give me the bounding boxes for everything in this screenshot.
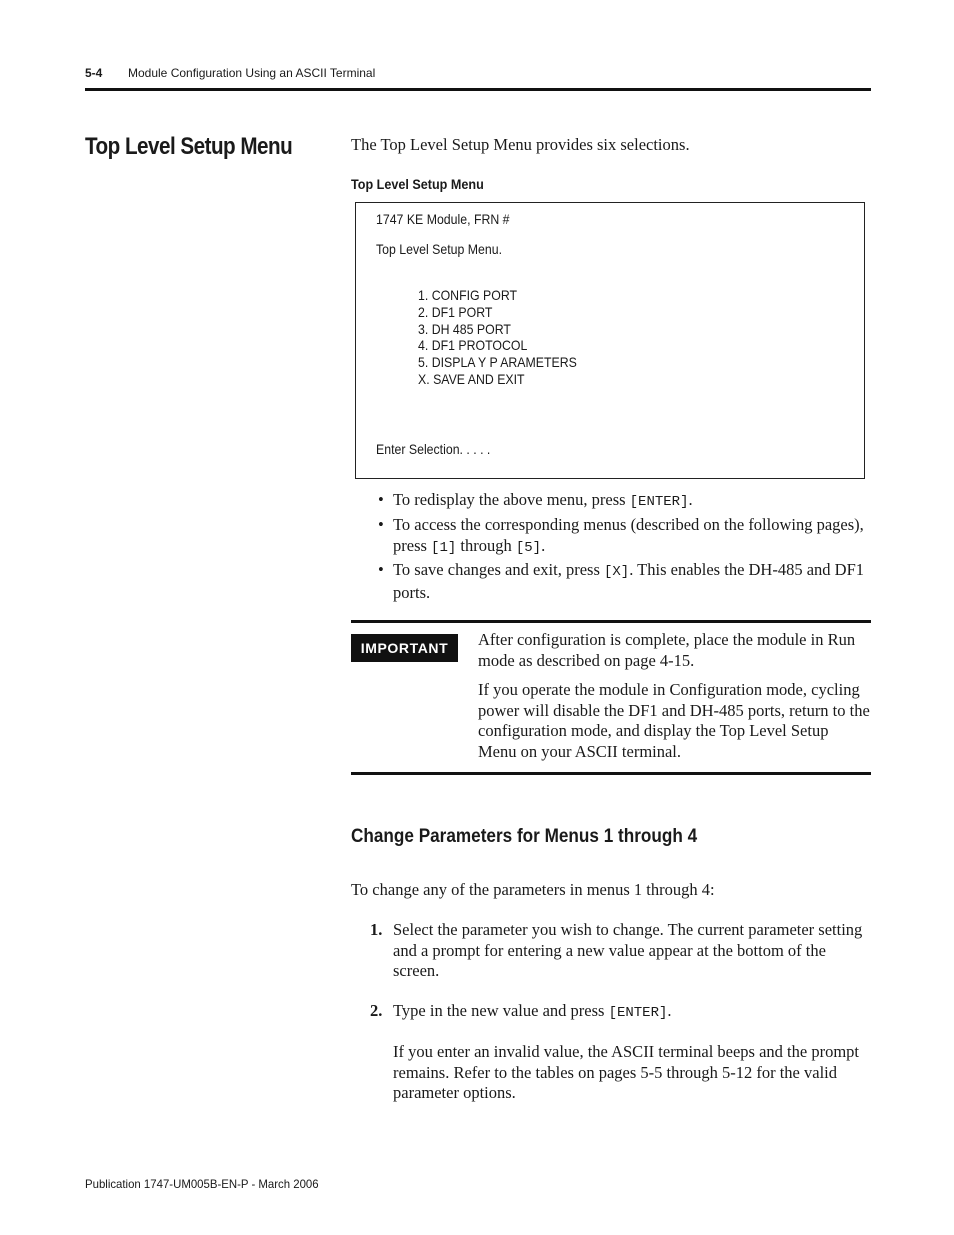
bullet-text <box>393 490 870 513</box>
publication-footer: Publication 1747-UM005B-EN-P - March 2006 <box>85 1177 319 1191</box>
subsection-title: Change Parameters for Menus 1 through 4 <box>351 825 698 847</box>
bullet-item-access <box>378 515 870 558</box>
terminal-prompt: Enter Selection. . . . . <box>376 441 491 457</box>
terminal-menu-item: 1. CONFIG PORT <box>418 287 518 303</box>
important-badge: IMPORTANT <box>351 634 458 662</box>
key-code: [ENTER] <box>608 1005 668 1021</box>
bullet-text-part: To access the corresponding menus (described on the following pages), press <box>393 515 864 555</box>
terminal-module-line: 1747 KE Module, FRN # <box>376 211 510 227</box>
step-number: 2. <box>370 1001 383 1020</box>
terminal-menu-item: 2. DF1 PORT <box>418 303 493 320</box>
bullet-item-redisplay <box>378 490 870 513</box>
step-text-part: Type in the new value and press <box>393 1001 609 1020</box>
header-rule <box>85 88 871 91</box>
bullet-text-part: through <box>456 535 516 555</box>
terminal-menu-item: X. SAVE AND EXIT <box>418 370 525 387</box>
terminal-menu-title: Top Level Setup Menu. <box>376 241 503 257</box>
bullet-text-part: To save changes and exit, press <box>393 560 604 579</box>
important-paragraph: After configuration is complete, place the module in Run mode as described on page 4-15. <box>478 630 856 670</box>
key-code: [5] <box>515 539 542 556</box>
bullet-dot-icon: • <box>378 560 384 579</box>
step-number: 1. <box>370 920 383 939</box>
section-intro: The Top Level Setup Menu provides six selections. <box>351 135 690 154</box>
chapter-title: Module Configuration Using an ASCII Terminal <box>128 66 376 80</box>
bullet-item-save <box>378 560 870 603</box>
bullet-text <box>393 560 870 603</box>
important-rule-bottom <box>351 772 871 775</box>
page-number: 5-4 <box>85 66 103 80</box>
bullet-dot-icon: • <box>378 515 384 534</box>
section-title: Top Level Setup Menu <box>85 133 293 160</box>
figure-caption: Top Level Setup Menu <box>351 176 484 192</box>
bullet-text-part: . <box>541 535 546 555</box>
key-code: [1] <box>431 539 457 556</box>
terminal-menu-item: 3. DH 485 PORT <box>418 320 511 337</box>
step-text: Select the parameter you wish to change. The current parameter setting and a prompt for entering a new value appear at the bottom of the screen. <box>393 920 863 980</box>
bullet-text-part: . This enables the DH-485 and DF1 ports. <box>393 560 865 602</box>
terminal-menu-item: 4. DF1 PROTOCOL <box>418 337 528 354</box>
step-text-part: . <box>667 1001 672 1020</box>
terminal-menu-item: 5. DISPLA Y P ARAMETERS <box>418 354 577 371</box>
subsection-intro: To change any of the parameters in menus 1 through 4: <box>351 880 715 899</box>
bullet-text-part: To redisplay the above menu, press <box>393 490 630 509</box>
bullet-text <box>393 515 870 558</box>
bullet-dot-icon: • <box>378 490 384 509</box>
step-text <box>393 1001 870 1024</box>
terminal-menu-list <box>418 287 577 388</box>
important-paragraph: If you operate the module in Configuration mode, cycling power will disable the DF1 and DH-485 ports, return to the configuration mode, and display the Top Level Setup Menu on your ASCII terminal. <box>478 680 870 761</box>
key-code: [X] <box>604 564 630 580</box>
step-note: If you enter an invalid value, the ASCII terminal beeps and the prompt remains. Refer to the tables on pages 5-5 through 5-12 for the valid parameter options. <box>393 1042 859 1102</box>
key-code: [ENTER] <box>629 494 689 510</box>
important-rule-top <box>351 620 871 623</box>
bullet-text-part: . <box>688 490 693 509</box>
